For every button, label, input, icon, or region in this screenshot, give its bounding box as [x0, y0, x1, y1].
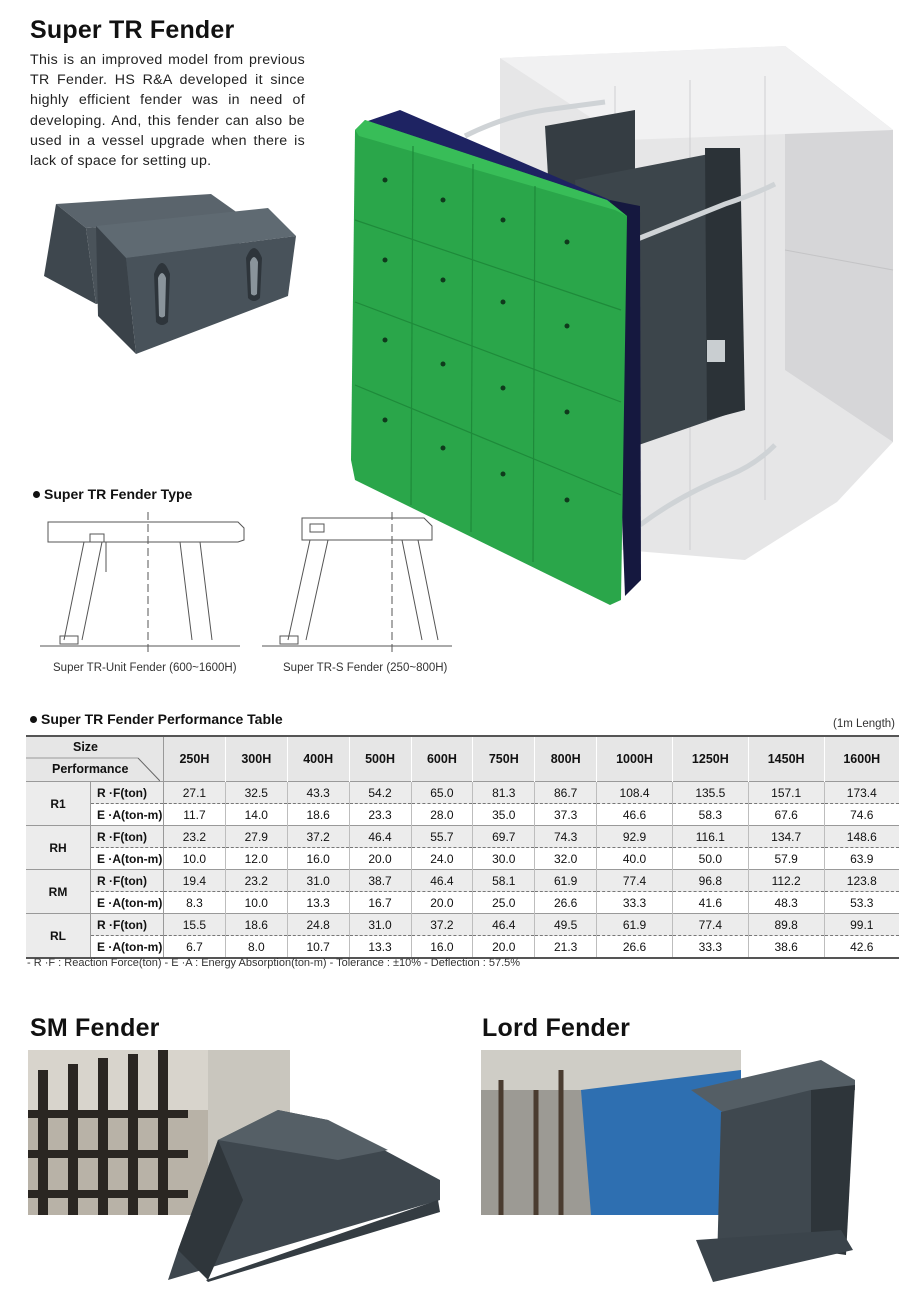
table-cell: 18.6	[225, 914, 287, 936]
table-cell: 77.4	[672, 914, 748, 936]
bullet-icon	[33, 491, 40, 498]
column-header: 800H	[535, 736, 597, 782]
column-header: 300H	[225, 736, 287, 782]
group-label: R1	[26, 782, 91, 826]
table-cell: 134.7	[748, 826, 824, 848]
table-row	[26, 826, 899, 848]
energy-absorption-label: E ·A(ton-m)	[91, 936, 164, 959]
table-cell: 23.3	[349, 804, 411, 826]
table-cell: 33.3	[672, 936, 748, 959]
table-cell: 61.9	[535, 870, 597, 892]
table-cell: 42.6	[824, 936, 899, 959]
table-cell: 10.0	[225, 892, 287, 914]
table-cell: 65.0	[411, 782, 473, 804]
table-cell: 27.9	[225, 826, 287, 848]
table-cell: 16.0	[411, 936, 473, 959]
table-cell: 63.9	[824, 848, 899, 870]
caption-s-fender: Super TR-S Fender (250~800H)	[283, 662, 448, 674]
table-cell: 27.1	[164, 782, 226, 804]
table-cell: 18.6	[287, 804, 349, 826]
performance-table	[26, 735, 899, 959]
table-cell: 43.3	[287, 782, 349, 804]
group-label: RM	[26, 870, 91, 914]
column-header: 250H	[164, 736, 226, 782]
table-row	[26, 936, 899, 959]
table-cell: 50.0	[672, 848, 748, 870]
table-cell: 46.4	[473, 914, 535, 936]
table-cell: 31.0	[349, 914, 411, 936]
lord-fender-image	[481, 1050, 859, 1286]
column-header: 400H	[287, 736, 349, 782]
energy-absorption-label: E ·A(ton-m)	[91, 804, 164, 826]
table-cell: 57.9	[748, 848, 824, 870]
table-cell: 48.3	[748, 892, 824, 914]
table-cell: 13.3	[349, 936, 411, 959]
table-cell: 81.3	[473, 782, 535, 804]
sm-fender-title: SM Fender	[30, 1014, 160, 1042]
reaction-force-label: R ·F(ton)	[91, 914, 164, 936]
column-header: 500H	[349, 736, 411, 782]
table-cell: 46.4	[349, 826, 411, 848]
table-cell: 21.3	[535, 936, 597, 959]
table-cell: 23.2	[225, 870, 287, 892]
group-label: RL	[26, 914, 91, 959]
page-title: Super TR Fender	[30, 16, 235, 44]
table-cell: 14.0	[225, 804, 287, 826]
table-cell: 32.0	[535, 848, 597, 870]
header-size: Size	[73, 740, 99, 754]
table-cell: 67.6	[748, 804, 824, 826]
table-cell: 49.5	[535, 914, 597, 936]
sm-fender-image	[28, 1050, 440, 1282]
table-cell: 116.1	[672, 826, 748, 848]
lord-fender-title: Lord Fender	[482, 1014, 631, 1042]
table-cell: 6.7	[164, 936, 226, 959]
table-cell: 135.5	[672, 782, 748, 804]
column-header: 1000H	[597, 736, 673, 782]
table-cell: 58.3	[672, 804, 748, 826]
table-cell: 35.0	[473, 804, 535, 826]
table-cell: 92.9	[597, 826, 673, 848]
bullet-icon	[30, 716, 37, 723]
table-cell: 10.0	[164, 848, 226, 870]
header-corner	[26, 736, 164, 782]
table-cell: 10.7	[287, 936, 349, 959]
table-cell: 46.4	[411, 870, 473, 892]
table-cell: 74.6	[824, 804, 899, 826]
table-cell: 15.5	[164, 914, 226, 936]
table-cell: 148.6	[824, 826, 899, 848]
header-diagonal	[26, 737, 160, 783]
intro-text: This is an improved model from previous TR Fender. HS R&A developed it since highly efficient fender was in need of developing. And, this fender can also be used in a vessel upgrade when there is lack of space for setting up.	[30, 52, 305, 170]
table-cell: 11.7	[164, 804, 226, 826]
table-cell: 13.3	[287, 892, 349, 914]
table-footnote: - R ·F : Reaction Force(ton) - E ·A : Energy Absorption(ton-m) - Tolerance : ±10% - Deflection : 57.5%	[27, 957, 521, 969]
table-cell: 108.4	[597, 782, 673, 804]
table-cell: 123.8	[824, 870, 899, 892]
table-cell: 16.0	[287, 848, 349, 870]
table-cell: 25.0	[473, 892, 535, 914]
reaction-force-label: R ·F(ton)	[91, 870, 164, 892]
column-header: 600H	[411, 736, 473, 782]
table-cell: 8.0	[225, 936, 287, 959]
table-cell: 19.4	[164, 870, 226, 892]
table-cell: 86.7	[535, 782, 597, 804]
table-cell: 54.2	[349, 782, 411, 804]
super-tr-unit-diagram	[40, 512, 250, 654]
table-cell: 8.3	[164, 892, 226, 914]
type-heading: Super TR Fender Type	[33, 486, 192, 502]
reaction-force-label: R ·F(ton)	[91, 782, 164, 804]
super-tr-s-diagram	[262, 512, 462, 654]
column-header: 1450H	[748, 736, 824, 782]
table-cell: 112.2	[748, 870, 824, 892]
table-cell: 37.2	[411, 914, 473, 936]
table-cell: 20.0	[349, 848, 411, 870]
table-cell: 26.6	[597, 936, 673, 959]
table-cell: 99.1	[824, 914, 899, 936]
column-header: 1250H	[672, 736, 748, 782]
table-cell: 30.0	[473, 848, 535, 870]
table-cell: 69.7	[473, 826, 535, 848]
table-cell: 89.8	[748, 914, 824, 936]
table-cell: 38.7	[349, 870, 411, 892]
table-cell: 28.0	[411, 804, 473, 826]
table-cell: 23.2	[164, 826, 226, 848]
table-cell: 24.0	[411, 848, 473, 870]
table-cell: 16.7	[349, 892, 411, 914]
table-cell: 32.5	[225, 782, 287, 804]
table-cell: 24.8	[287, 914, 349, 936]
caption-unit-fender: Super TR-Unit Fender (600~1600H)	[53, 662, 237, 674]
table-cell: 96.8	[672, 870, 748, 892]
tr-fender-block-image	[36, 186, 298, 358]
table-cell: 74.3	[535, 826, 597, 848]
table-cell: 31.0	[287, 870, 349, 892]
table-cell: 26.6	[535, 892, 597, 914]
length-note: (1m Length)	[833, 718, 896, 730]
header-performance: Performance	[52, 762, 129, 776]
table-cell: 61.9	[597, 914, 673, 936]
table-row	[26, 782, 899, 804]
table-row	[26, 804, 899, 826]
table-cell: 173.4	[824, 782, 899, 804]
table-cell: 12.0	[225, 848, 287, 870]
table-cell: 58.1	[473, 870, 535, 892]
group-label: RH	[26, 826, 91, 870]
table-cell: 38.6	[748, 936, 824, 959]
performance-heading: Super TR Fender Performance Table	[30, 711, 283, 727]
table-cell: 37.3	[535, 804, 597, 826]
table-cell: 41.6	[672, 892, 748, 914]
table-row	[26, 892, 899, 914]
table-row	[26, 848, 899, 870]
table-cell: 53.3	[824, 892, 899, 914]
table-cell: 157.1	[748, 782, 824, 804]
column-header: 1600H	[824, 736, 899, 782]
table-cell: 33.3	[597, 892, 673, 914]
table-row	[26, 870, 899, 892]
table-cell: 55.7	[411, 826, 473, 848]
table-cell: 20.0	[411, 892, 473, 914]
table-cell: 37.2	[287, 826, 349, 848]
reaction-force-label: R ·F(ton)	[91, 826, 164, 848]
table-row	[26, 914, 899, 936]
table-cell: 20.0	[473, 936, 535, 959]
energy-absorption-label: E ·A(ton-m)	[91, 892, 164, 914]
column-header: 750H	[473, 736, 535, 782]
energy-absorption-label: E ·A(ton-m)	[91, 848, 164, 870]
table-cell: 40.0	[597, 848, 673, 870]
table-cell: 46.6	[597, 804, 673, 826]
table-cell: 77.4	[597, 870, 673, 892]
